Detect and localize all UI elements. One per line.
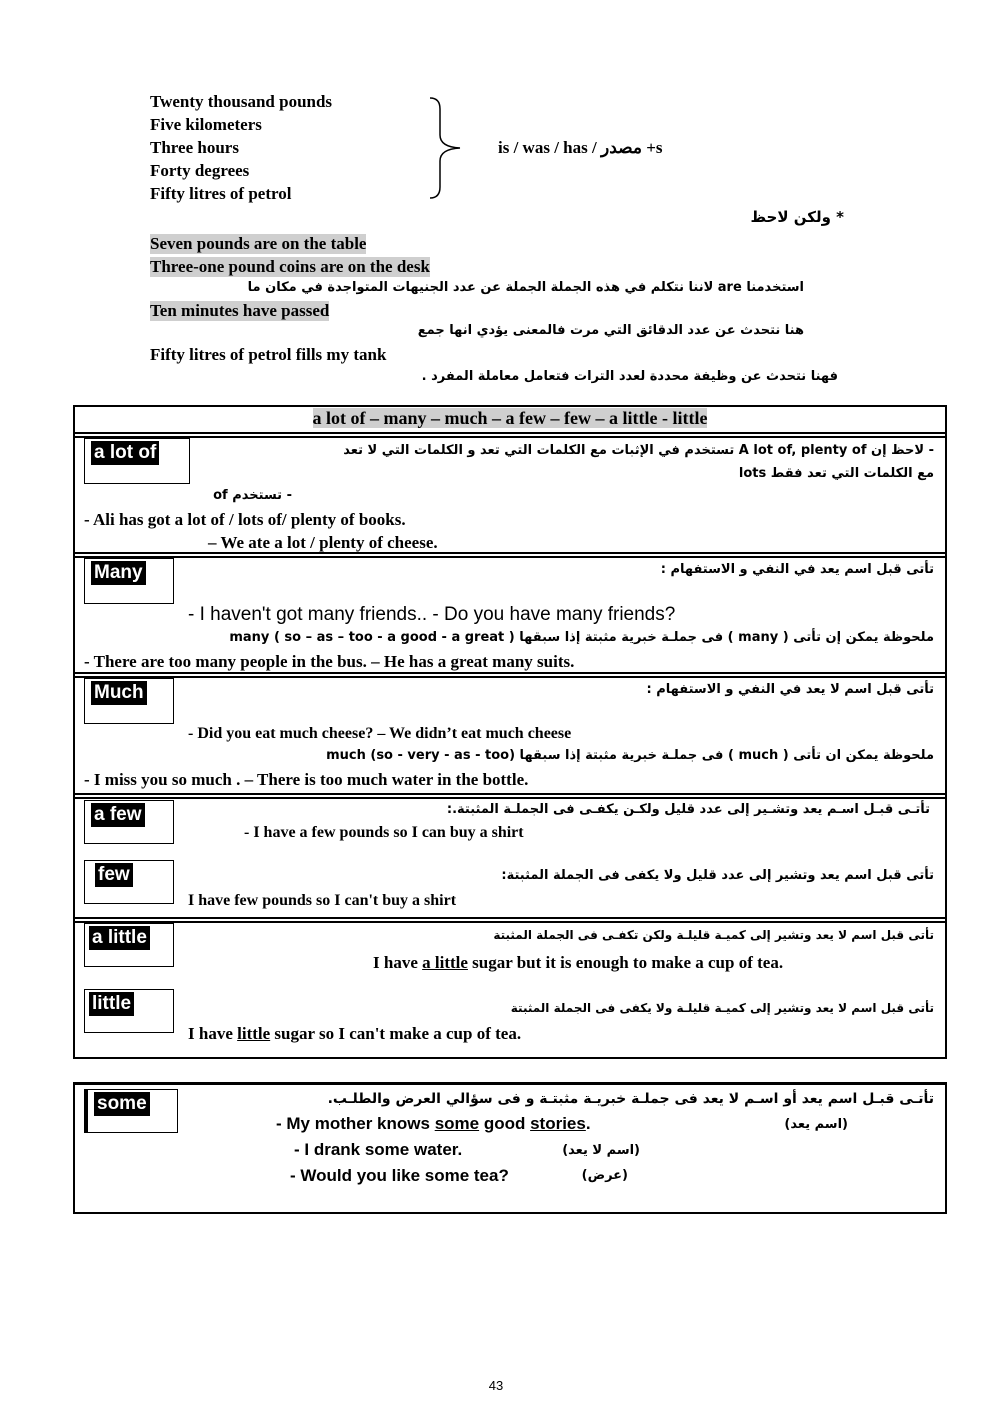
label-box xyxy=(84,678,174,724)
example-sentence: - Did you eat much cheese? – We didn’t eat much cheese xyxy=(188,725,572,742)
list-item: Forty degrees xyxy=(150,161,250,180)
example-sentence xyxy=(276,1114,591,1134)
underlined-word: a little xyxy=(422,953,468,972)
example-sentence: - I haven't got many friends.. - Do you have many friends? xyxy=(188,604,676,625)
label-many: Many xyxy=(91,561,146,585)
divider xyxy=(75,793,945,795)
example-sentence: Fifty litres of petrol fills my tank xyxy=(150,345,387,364)
arabic-note: تأتى قبل اسم لا يعد في النفي و الاستفهام : xyxy=(646,682,934,697)
arabic-note: lots مع الكلمات التي تعد فقط xyxy=(738,466,934,481)
arabic-note: هنا نتحدث عن عدد الدقائق التي مرت فالمعنى يؤدي انها جمع xyxy=(417,323,804,338)
table-title: a lot of – many – much – a few – few – a little - little xyxy=(312,408,708,428)
divider xyxy=(75,921,945,923)
arabic-note xyxy=(229,630,934,645)
example-sentence: I have few pounds so I can't buy a shirt xyxy=(188,892,457,909)
example-sentence: Seven pounds are on the table xyxy=(150,234,367,253)
divider xyxy=(75,797,945,799)
example-sentence: - I have a few pounds so I can buy a shirt xyxy=(244,824,524,841)
text-part: sugar so I can't make a cup of tea. xyxy=(270,1024,522,1043)
example-sentence: - Ali has got a lot of / lots of/ plenty of books. xyxy=(84,510,406,529)
arabic-tag: (اسم لا يعد) xyxy=(562,1143,640,1158)
arabic-note: - تستخدم of xyxy=(213,488,292,503)
underlined-word: some xyxy=(434,1114,480,1133)
example-sentence: Ten minutes have passed xyxy=(150,301,330,320)
arabic-note: تأتى قبل اسم يعد في النفي و الاستفهام : xyxy=(660,562,934,577)
table-title-row xyxy=(75,408,945,429)
divider xyxy=(75,432,945,434)
example-sentence: Three-one pound coins are on the desk xyxy=(150,257,430,276)
divider xyxy=(75,552,945,554)
label-box xyxy=(84,1089,178,1133)
divider xyxy=(75,436,945,438)
arabic-tag: (اسم يعد) xyxy=(784,1117,848,1132)
label-box xyxy=(84,989,174,1033)
list-item: Twenty thousand pounds xyxy=(150,92,333,111)
label-a-little: a little xyxy=(89,926,150,950)
arabic-note: ملحوظة يمكن ان تأتى ( much ) فى جملـة خبرية مثبتة إذا سبقها (so - very - as - too) much xyxy=(326,748,934,763)
arabic-note: تأتى قبل اسم يعد وتشير إلى عدد قليل ولا يكفى فى الجملة المثبتة: xyxy=(501,868,934,883)
divider xyxy=(75,672,945,674)
example-sentence: - There are too many people in the bus. – He has a great many suits. xyxy=(84,652,575,671)
arabic-note: تأتى قبل اسم لا يعد وتشير إلى كميـة قليلـة ولا يكفى فى الجملة المثبتة xyxy=(510,1001,934,1015)
text-part: sugar but it is enough to make a cup of tea. xyxy=(467,953,784,972)
arabic-note: تأتى قبل اسم لا يعد وتشير إلى كميـة قليلـة ولكن تكفـى فى الجملة المثبتة xyxy=(493,928,934,942)
divider xyxy=(75,556,945,558)
note-heading: * ولكن لاحظ xyxy=(750,208,844,226)
divider xyxy=(75,676,945,678)
label-a-lot-of: a lot of xyxy=(91,441,159,465)
example-sentence: - I miss you so much . – There is too much water in the bottle. xyxy=(84,770,529,789)
label-box xyxy=(84,438,190,484)
example-sentence xyxy=(373,953,783,973)
label-little: little xyxy=(89,992,134,1016)
example-sentence: – We ate a lot / plenty of cheese. xyxy=(208,533,438,552)
text-part: - My mother knows xyxy=(276,1114,435,1133)
arabic-note: استخدمنا are لاننا نتكلم في هذه الجملة الجملة عن عدد الجنيهات المتواجدة في مكان ما xyxy=(247,280,804,295)
arabic-note: - لاحظ إن A lot of, plenty of تستخدم في الإثبات مع الكلمات التي تعد و الكلمات التي لا تعد xyxy=(343,443,934,458)
rule-text: is / was / has / مصدر +s xyxy=(498,138,663,157)
list-item: Five kilometers xyxy=(150,115,262,134)
label-much: Much xyxy=(91,681,147,705)
arabic-tag: (عرض) xyxy=(581,1168,628,1183)
label-few: few xyxy=(95,863,133,887)
arabic-note: تأتـى قبـل اسـم يعد وتشـير إلى عدد قليل ولكـن يكفـى فى الجملـة المثبتة.: xyxy=(446,802,930,817)
example-sentence: - Would you like some tea? xyxy=(290,1166,509,1185)
text-part: I have xyxy=(373,953,423,972)
label-box xyxy=(84,860,174,904)
label-box xyxy=(84,800,174,844)
label-box xyxy=(84,923,174,967)
example-sentence: - I drank some water. xyxy=(294,1140,463,1159)
text-part: I have xyxy=(188,1024,238,1043)
label-some: some xyxy=(94,1092,150,1116)
divider xyxy=(75,917,945,919)
underlined-word: little xyxy=(237,1024,271,1043)
divider xyxy=(75,1084,945,1085)
arabic-note: فهنا نتحدث عن وظيفة محددة لعدد الترات فتعامل معاملة المفرد . xyxy=(421,369,838,384)
label-a-few: a few xyxy=(91,803,145,827)
arabic-note: تأتـى قبـل اسم يعد أو اسـم لا يعد فى جملـة خبريـة مثبتـة و فى سؤالي العرض والطلـب. xyxy=(327,1091,934,1107)
example-sentence xyxy=(188,1024,521,1044)
underlined-word: stories xyxy=(530,1114,586,1133)
arabic-note-text: ملحوظة يمكن إن تأتى ( many ) فى جملـة خبرية مثبتة إذا سبقها ( so – as – too - a good - a great ) many xyxy=(229,630,934,645)
text-part: good xyxy=(479,1114,531,1133)
right-brace-icon xyxy=(426,95,466,201)
list-item: Fifty litres of petrol xyxy=(150,184,292,203)
page-number: 43 xyxy=(488,1378,504,1393)
label-box xyxy=(84,558,174,604)
list-item: Three hours xyxy=(150,138,239,157)
text-part: . xyxy=(585,1114,591,1133)
